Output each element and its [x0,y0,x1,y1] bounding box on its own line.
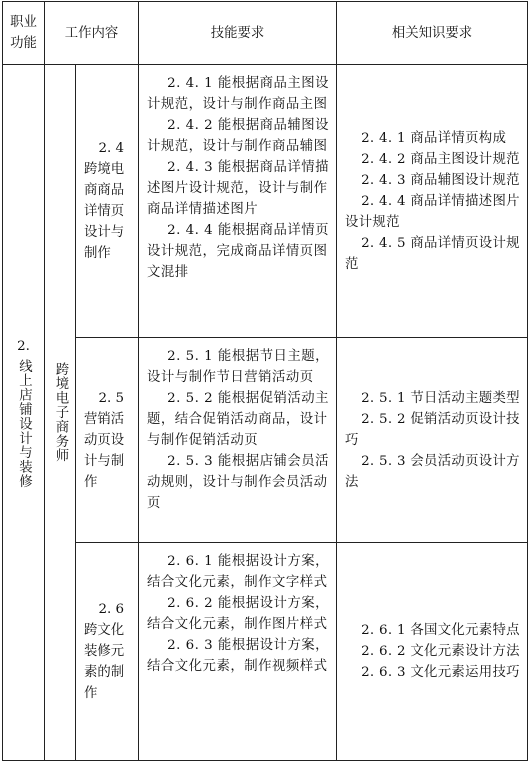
knowledge-item: 2. 5. 1 节日活动主题类型 [361,390,520,406]
header-skill-requirements: 技能要求 [139,2,337,65]
knowledge-item: 2. 5. 2 促销活动页设计技巧 [345,411,520,448]
knowledge-item: 2. 6. 2 文化元素设计方法 [361,644,520,659]
table-row [3,543,528,761]
work-content-line: 详情页 [84,204,125,219]
skills-cell [139,65,337,338]
header-function [3,2,45,65]
skill-item: 2. 5. 2 能根据促销活动主题，结合促销活动商品，设计与制作促销活动页 [147,391,330,448]
table-row [3,65,528,338]
work-content-cell [76,338,139,543]
knowledge-item: 2. 4. 3 商品辅图设计规范 [361,172,520,188]
work-content-line: 作 [84,686,98,701]
skills-cell [139,338,337,543]
skill-item: 2. 6. 2 能根据设计方案，结合文化元素，制作图片样式 [147,596,330,632]
knowledge-cell [337,338,528,543]
skill-item: 2. 6. 3 能根据设计方案，结合文化元素，制作视频样式 [147,638,330,674]
knowledge-item: 2. 6. 1 各国文化元素特点 [361,623,520,638]
knowledge-item: 2. 4. 5 商品详情页设计规范 [345,235,520,272]
header-function-line-2: 功能 [10,36,37,51]
role-label: 跨境电子商务师 [53,362,68,463]
knowledge-item: 2. 4. 2 商品主图设计规范 [361,151,520,167]
work-content-code: 2. 6 [98,602,124,617]
work-content-line: 制作 [84,246,111,261]
function-label: 线上店铺设计与装修 [16,359,32,489]
table-row [3,338,528,543]
skill-item: 2. 5. 1 能根据节日主题，设计与制作节日营销活动页 [147,349,330,385]
knowledge-item: 2. 4. 4 商品详情描述图片设计规范 [345,193,520,230]
work-content-cell [76,65,139,338]
knowledge-item: 2. 4. 1 商品详情页构成 [361,130,507,146]
knowledge-cell [337,65,528,338]
skill-item: 2. 4. 1 能根据商品主图设计规范，设计与制作商品主图 [147,76,330,112]
work-content-line: 动页设 [84,432,125,448]
header-work-content: 工作内容 [45,2,139,65]
work-content-cell [76,543,139,761]
role-cell [45,65,76,761]
skill-item: 2. 4. 2 能根据商品辅图设计规范，设计与制作商品辅图 [147,118,330,154]
work-content-line: 计与制 [84,453,125,469]
work-content-line: 营销活 [84,411,125,427]
work-content-line: 作 [84,474,98,490]
knowledge-item: 2. 6. 3 文化元素运用技巧 [361,665,520,680]
knowledge-item: 2. 5. 3 会员活动页设计方法 [345,453,520,490]
work-content-line: 装修元 [84,644,125,659]
work-content-code: 2. 5 [98,390,124,406]
skill-item: 2. 6. 1 能根据设计方案，结合文化元素，制作文字样式 [147,554,330,590]
function-cell [3,65,45,761]
knowledge-cell [337,543,528,761]
skills-cell [139,543,337,761]
skill-item: 2. 4. 3 能根据商品详情描述图片设计规范，设计与制作商品详情描述图片 [147,160,330,217]
skill-item: 2. 4. 4 能根据商品详情页设计规范，完成商品详情页图文混排 [147,223,330,280]
work-content-line: 跨境电 [84,162,125,177]
work-content-line: 跨文化 [84,623,125,638]
work-content-line: 商商品 [84,183,125,198]
header-function-line-1: 职业 [10,15,37,30]
work-content-line: 素的制 [84,665,125,680]
header-row [3,2,528,65]
work-content-line: 设计与 [84,225,125,240]
work-content-code: 2. 4 [98,141,124,156]
occupation-skill-table [2,1,528,761]
header-knowledge-requirements: 相关知识要求 [337,2,528,65]
function-number: 2. [17,339,30,355]
skill-item: 2. 5. 3 能根据店铺会员活动规则，设计与制作会员活动页 [147,454,330,511]
